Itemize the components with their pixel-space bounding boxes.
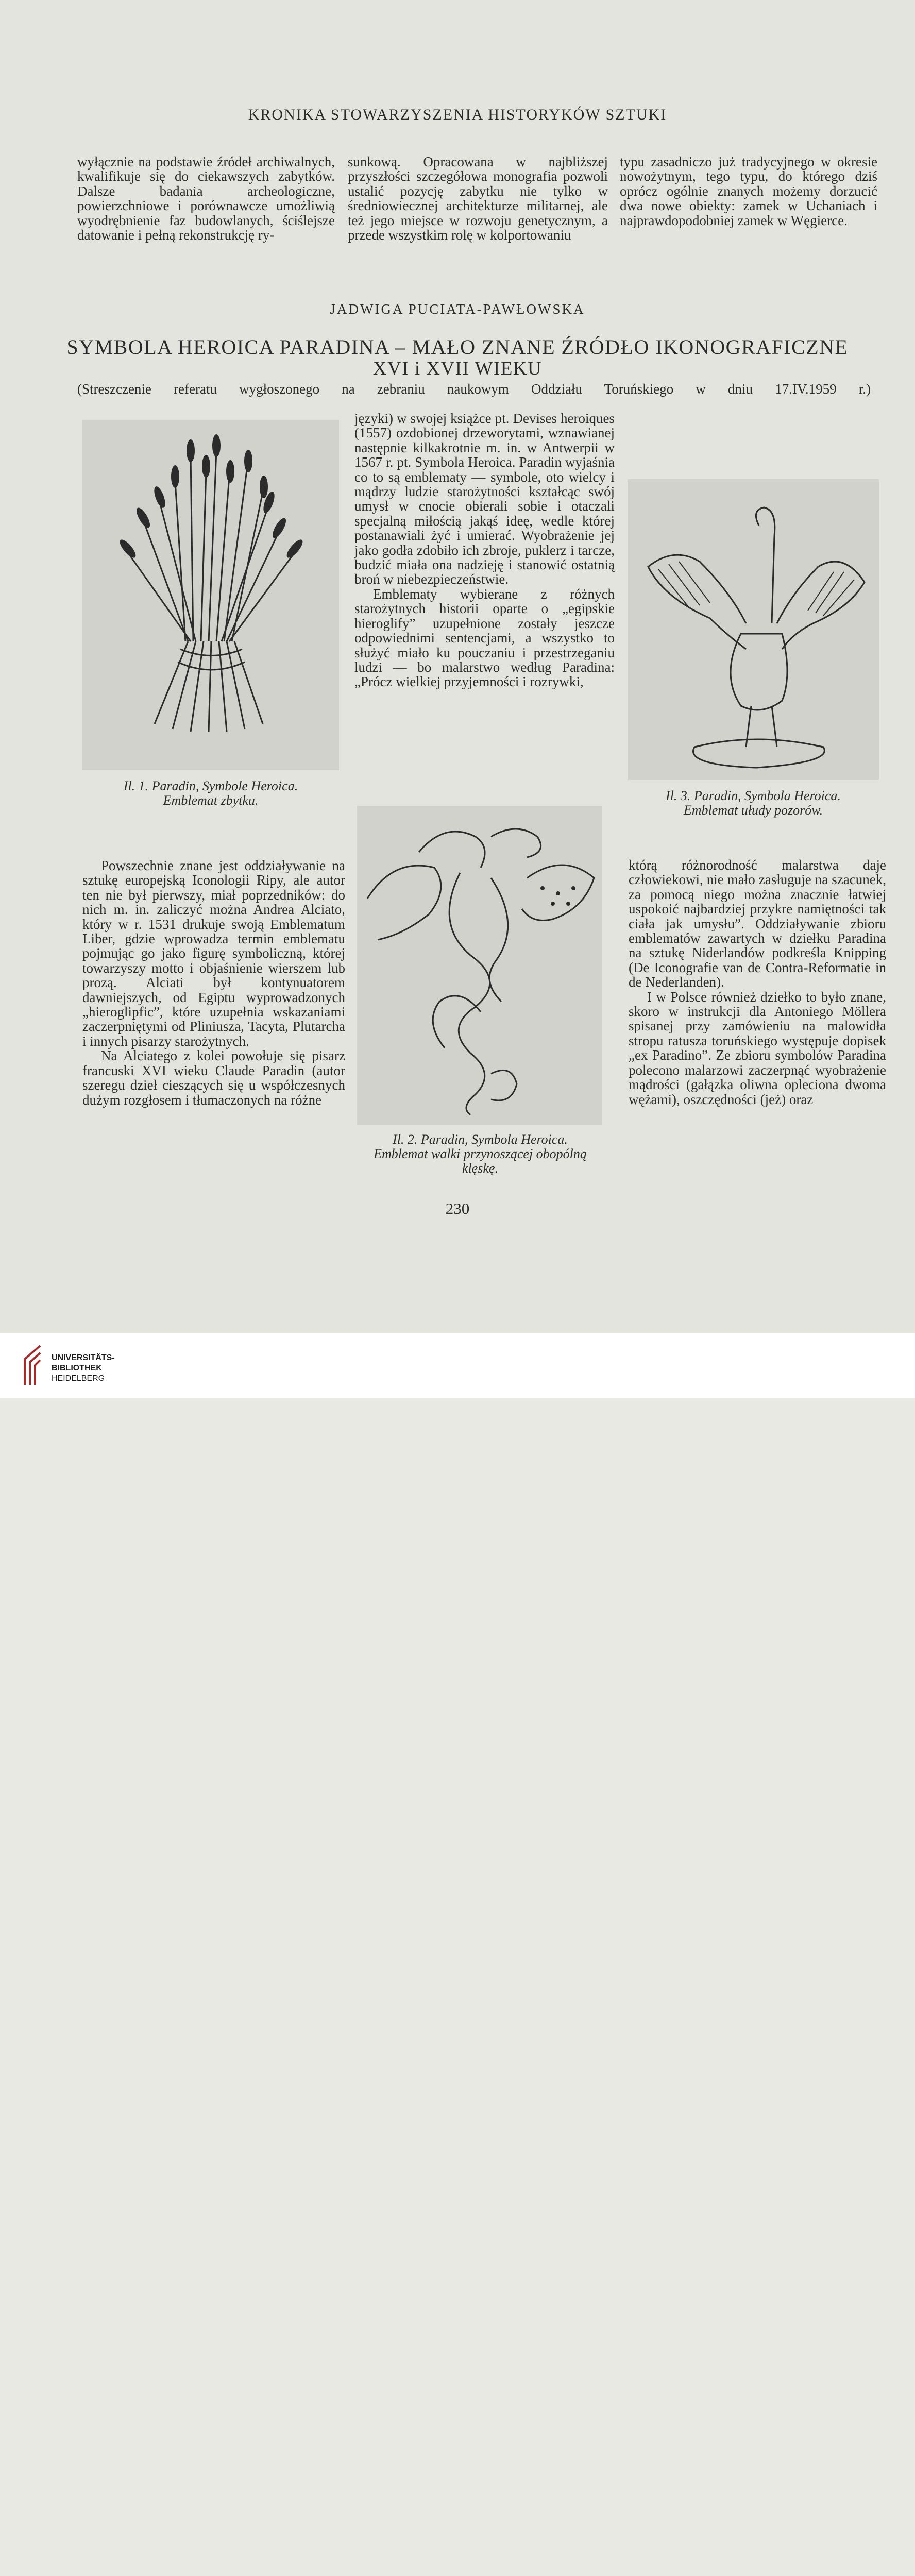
right-paragraph-1: którą różnorodność malarstwa daje człowiekowi, nie mało zasługuje na szacunek, za pomocą niego można znacznie łatwiej uspokoić najbardziej przykre namiętności tak ciała jak umysłu”. Oddziaływanie zbioru emblematów zawartych w dziełku Paradina na sztukę Niderlandów podkreśla Knipping (De Iconografie van de Contra-Reformatie in de Nederlanden). (629, 857, 886, 990)
library-name-line2: BIBLIOTHEK (52, 1364, 102, 1372)
article-subtitle: (Streszczenie referatu wygłoszonego na zebraniu naukowym Oddziału Toruńskiego w dniu 17.IV.1959 r.) (77, 381, 871, 397)
middle-paragraph-1: języki) w swojej książce pt. Devises heroiques (1557) ozdobionej drzeworytami, wznawianej następnie kilkakrotnie m. in. w Antwerpii w 1567 r. pt. Symbola Heroica. Paradin wyjaśnia co to są emblematy — symbole, oto wielcy i mądrzy ludzie starożytności kształcąc swój umysł w cnocie obierali sobie i otaczali specjalną miłością jakąś ideę, wedle której postanawiali żyć i umierać. Wyobrażenie jej jako godła zdobiło ich zbroje, puklerz i tarcze, budzić miała ona nadzieję i stanowić ostatnią broń w niebezpieczeństwie. (354, 411, 615, 587)
figure-3-caption (628, 789, 879, 818)
figure-2-caption (357, 1132, 603, 1176)
figure-3-caption-line2: Emblemat ułudy pozorów. (683, 803, 823, 818)
top-column-3-text: typu zasadniczo już tradycyjnego w okresie nowożytnym, tego typu, do którego dziś oprócz ogólnie znanych możemy dorzucić dwa nowe obiekty: zamek w Uchaniach i najprawdopodobniej zamek w Węgierce. (620, 154, 877, 228)
figure-1-caption-line2: Emblemat zbytku. (163, 793, 259, 808)
swan-illustration (628, 479, 879, 780)
left-paragraph-2: Na Alciatego z kolei powołuje się pisarz francuski XVI wieku Claude Paradin (autor szeregu dzieł cieszących się u współczesnych dużym rozgłosem i tłumaczonych na różne (82, 1048, 345, 1108)
article-title-line1: SYMBOLA HEROICA PARADINA – MAŁO ZNANE ŹRÓDŁO IKONOGRAFICZNE (66, 335, 849, 359)
dragons-illustration (357, 806, 602, 1125)
library-name-line1: UNIVERSITÄTS- (52, 1353, 115, 1362)
top-column-3 (620, 155, 877, 228)
page-number: 230 (445, 1199, 470, 1217)
top-column-1-text: wyłącznie na podstawie źródeł archiwalnych, kwalifikuje się do ciekawszych zabytków. Dalsze badania archeologiczne, powierzchniowe i porównawcze umożliwią wyodrębnienie faz budowlanych, ściślejsze datowanie i pełną rekonstrukcję ry- (77, 154, 335, 243)
footer-bar (0, 1333, 915, 1398)
right-column (629, 858, 886, 1107)
top-column-2-text: sunkową. Opracowana w najbliższej przyszłości szczegółowa monografia pozwoli ustalić pozycję zabytku nie tylko w średniowiecznej architekturze militarnej, ale też jego miejsce w rozwoju genetycznym, a przede wszystkim rolę w kolportowaniu (348, 154, 608, 243)
article-title-line2: XVI i XVII WIEKU (372, 358, 543, 379)
middle-paragraph-2: Emblematy wybierane z różnych starożytnych historii oparte o „egipskie hieroglify” uzupełnione zostały jeszcze odpowiednimi sentencjami, a wszystko to służyć miało ku pouczaniu i przestrzeganiu ludzi — bo malarstwo według Paradina: „Prócz wielkiej przyjemności i rozrywki, (354, 586, 615, 690)
library-name-line3: HEIDELBERG (52, 1374, 105, 1383)
left-paragraph-1: Powszechnie znane jest oddziaływanie na sztukę europejską Iconologii Ripy, ale autor ten nie był pierwszy, miał poprzedników: do nich m. in. zaliczyć można Andrea Alciato, który w r. 1531 drukuje swoją Emblematum Liber, gdzie wprowadza termin emblematu pojmując go jako figurę symboliczną, której towarzyszy motto i objaśnienie wierszem lub prozą. Alciati był kontynuatorem dawniejszych, od Egiptu wyprowadzonych „hieroglipfic”, które uzupełnia wskazaniami zaczerpniętymi od Pliniusza, Tacyta, Plutarcha i innych pisarzy starożytnych. (82, 858, 345, 1049)
figure-2-dragon-woodcut (357, 806, 602, 1125)
figure-3-caption-line1: Il. 3. Paradin, Symbola Heroica. (666, 788, 841, 803)
left-column (82, 858, 345, 1107)
running-header: KRONIKA STOWARZYSZENIA HISTORYKÓW SZTUKI (248, 106, 667, 123)
figure-2-caption-line2: Emblemat walki przynoszącej obopólną klęskę. (374, 1146, 587, 1176)
figure-1-caption-line1: Il. 1. Paradin, Symbole Heroica. (123, 778, 298, 793)
figure-3-swan-woodcut (628, 479, 879, 780)
article-author: JADWIGA PUCIATA-PAWŁOWSKA (330, 301, 585, 317)
top-column-1 (77, 155, 335, 242)
right-paragraph-2: I w Polsce również dziełko to było znane, skoro w instrukcji dla Antoniego Möllera spisanej przy zamówieniu na malowidła stropu ratusza toruńskiego występuje dopisek „ex Paradino”. Ze zbioru symbolów Paradina polecono malarzowi zaczerpnąć wyobrażenie mądrości (gałązka oliwna opleciona dwoma wężami), oszczędności (jeż) oraz (629, 989, 886, 1107)
top-column-2 (348, 155, 608, 242)
middle-column (354, 411, 615, 689)
figure-1-sheaf-woodcut (82, 420, 339, 770)
library-logo-icon (20, 1344, 43, 1388)
wheat-sheaf-illustration (82, 420, 339, 770)
figure-2-caption-line1: Il. 2. Paradin, Symbola Heroica. (393, 1132, 568, 1147)
library-name (52, 1353, 115, 1384)
figure-1-caption (82, 779, 339, 808)
